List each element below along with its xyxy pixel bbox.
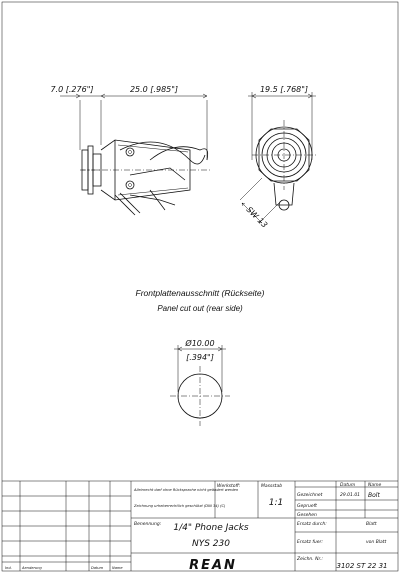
benennung-label: Benennung:: [134, 522, 162, 527]
notice-text: Alleinrecht darf ohne Rücksprache nicht geändert werden: [134, 488, 239, 492]
dimension-body-length: 25.0 [.985"]: [129, 85, 179, 94]
copyright-text: Zeichnung urheberrechtlich geschützt (DIN 34) (C): [134, 504, 226, 508]
jack-front-view: [240, 92, 316, 223]
gesehen-label: Gesehen: [297, 513, 317, 518]
wrench-size-label: SW 13: [244, 205, 270, 230]
scale-value: 1:1: [268, 498, 284, 508]
werkstoff-label: Werkstoff:: [217, 484, 241, 489]
date-value: 29.01.01: [340, 493, 361, 498]
jack-side-view: [60, 94, 210, 215]
signature: Bolt: [368, 492, 380, 499]
dimension-front-length: 7.0 [.276"]: [50, 85, 94, 94]
zeichn-nr-label: Zeichn. Nr.:: [297, 557, 323, 562]
panel-cutout-title-en: Panel cut out (rear side): [157, 304, 243, 313]
brand-logo: REAN: [189, 558, 237, 573]
von-blatt-label: von Blatt: [366, 540, 387, 545]
datum-label: Datum: [340, 483, 356, 488]
geprueft-label: Geprueft: [297, 504, 317, 509]
panel-cutout-title-de: Frontplattenausschnitt (Rückseite): [135, 288, 265, 298]
rev-col-ind: Ind.: [5, 566, 12, 570]
part-name: NYS 230: [192, 539, 230, 549]
cutout-diameter-in: [.394"]: [186, 353, 214, 362]
massstab-label: Massstab: [261, 484, 283, 489]
blatt-label: Blatt: [366, 522, 377, 527]
product-name: 1/4" Phone Jacks: [173, 523, 249, 533]
gezeichnet-label: Gezeichnet: [297, 493, 323, 498]
name-label: Name: [368, 483, 382, 488]
rev-col-name: Name: [112, 566, 123, 570]
rev-col-datum: Datum: [91, 566, 104, 570]
cutout-diameter-mm: Ø10.00: [185, 339, 215, 348]
ersatz-fuer-label: Ersatz fuer:: [297, 540, 323, 545]
rev-col-aenderung: Aenderung: [22, 566, 42, 570]
ersatz-durch-label: Ersatz durch:: [297, 522, 327, 527]
drawing-number: 3102 ST 22 31: [336, 562, 388, 570]
dimension-width: 19.5 [.768"]: [259, 85, 309, 94]
